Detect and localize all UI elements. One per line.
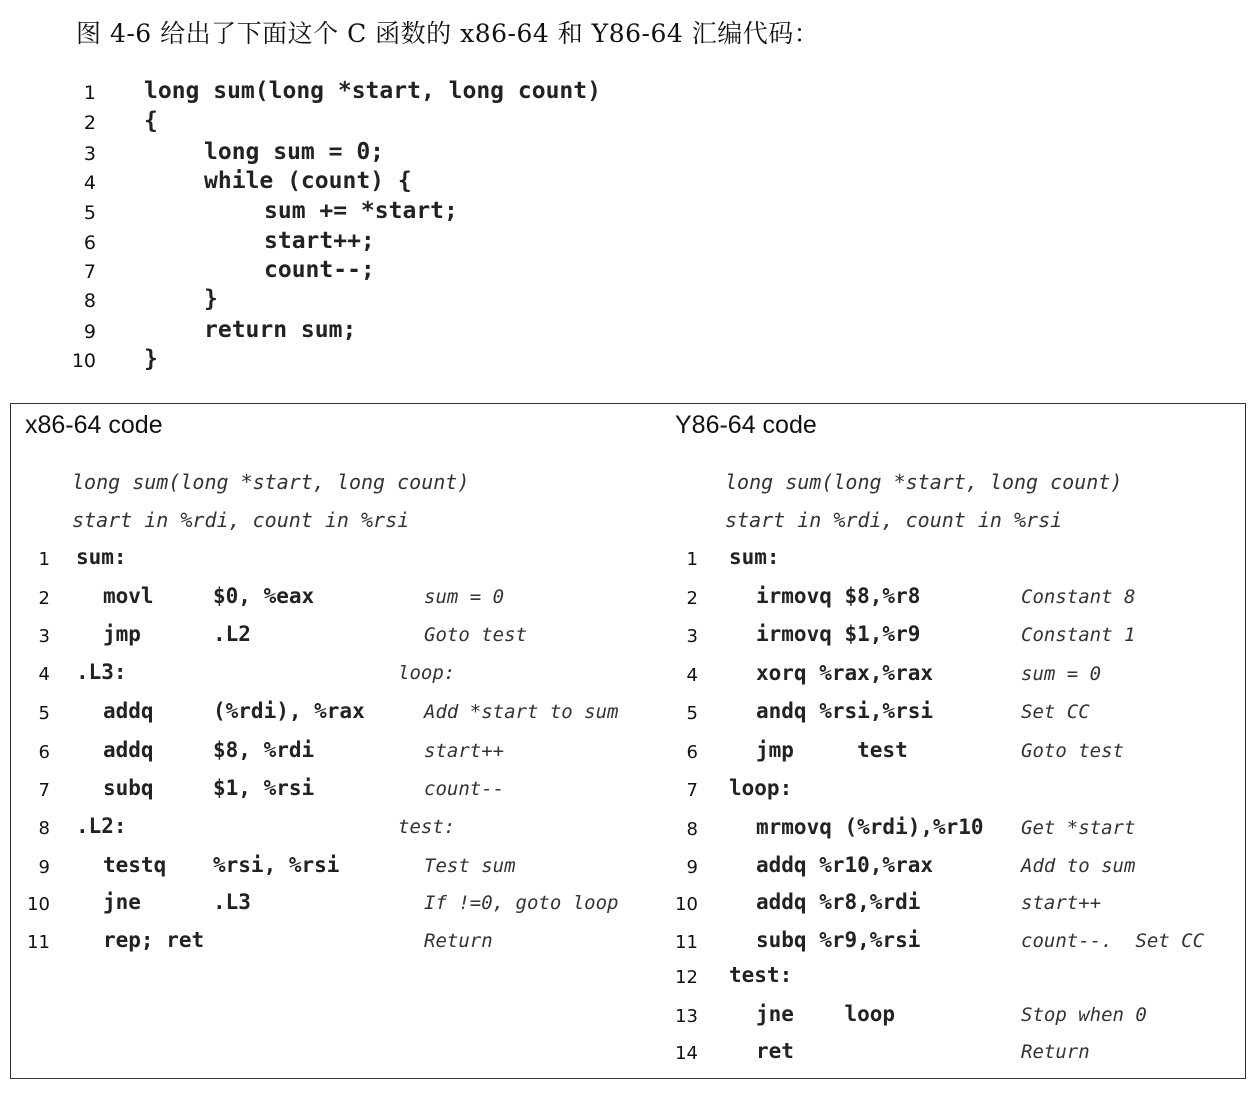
code-text: count--;: [264, 257, 375, 283]
line-number: 9: [83, 321, 96, 343]
asm-opcode: subq: [103, 776, 154, 800]
line-number: 10: [27, 894, 50, 915]
code-text: return sum;: [204, 317, 357, 343]
line-number: 14: [675, 1043, 698, 1064]
line-number: 3: [83, 143, 96, 165]
line-number: 4: [83, 172, 96, 194]
asm-comment: Constant 8: [1021, 586, 1136, 608]
asm-instruction: andq %rsi,%rsi: [756, 699, 934, 723]
line-number: 8: [83, 290, 96, 312]
asm-comment: loop:: [398, 662, 456, 684]
line-number: 6: [686, 742, 698, 763]
code-text: start++;: [264, 228, 375, 254]
code-text: }: [204, 286, 218, 312]
line-number: 7: [686, 780, 698, 801]
asm-operands: %rsi, %rsi: [213, 853, 340, 877]
asm-comment: Set CC: [1021, 701, 1090, 723]
asm-instruction: irmovq $8,%r8: [756, 584, 921, 608]
asm-comment: Return: [424, 930, 493, 952]
asm-comment: Get *start: [1021, 817, 1136, 839]
line-number: 2: [38, 588, 50, 609]
asm-label: test:: [729, 963, 793, 987]
line-number: 7: [38, 780, 50, 801]
asm-comment: sum = 0: [1021, 663, 1102, 685]
asm-comment: Add *start to sum: [424, 701, 619, 723]
line-number: 8: [38, 818, 50, 839]
line-number: 2: [686, 588, 698, 609]
asm-instruction: xorq %rax,%rax: [756, 661, 934, 685]
asm-instruction: jmp test: [756, 738, 908, 762]
asm-instruction: addq %r10,%rax: [756, 853, 934, 877]
asm-comment: count--. Set CC: [1021, 930, 1205, 952]
asm-comment: Return: [1021, 1041, 1090, 1063]
asm-operands: .L2: [213, 622, 251, 646]
line-number: 11: [27, 932, 50, 953]
line-number: 12: [675, 967, 698, 988]
line-number: 2: [83, 112, 96, 134]
asm-operands: $0, %eax: [213, 584, 315, 608]
y86-header-signature: long sum(long *start, long count): [725, 470, 1123, 494]
asm-instruction: jne loop: [756, 1002, 896, 1026]
code-text: }: [144, 346, 158, 372]
line-number: 3: [38, 626, 50, 647]
asm-comment: sum = 0: [424, 586, 505, 608]
asm-instruction: ret: [756, 1039, 794, 1063]
line-number: 1: [83, 82, 96, 104]
x86-header-registers: start in %rdi, count in %rsi: [72, 508, 410, 532]
asm-comment: If !=0, goto loop: [424, 892, 619, 914]
code-text: sum += *start;: [264, 198, 458, 224]
line-number: 10: [675, 894, 698, 915]
line-number: 4: [686, 665, 698, 686]
asm-comment: count--: [424, 778, 505, 800]
asm-label: loop:: [729, 776, 793, 800]
line-number: 3: [686, 626, 698, 647]
line-number: 1: [38, 549, 50, 570]
line-number: 5: [686, 703, 698, 724]
code-text: long sum(long *start, long count): [144, 78, 601, 104]
asm-opcode: rep; ret: [103, 928, 205, 952]
line-number: 4: [38, 664, 50, 685]
asm-instruction: irmovq $1,%r9: [756, 622, 921, 646]
asm-label: .L2:: [76, 814, 127, 838]
line-number: 10: [71, 350, 96, 372]
line-number: 5: [38, 703, 50, 724]
asm-operands: .L3: [213, 890, 251, 914]
asm-comment: start++: [1021, 892, 1102, 914]
asm-label: sum:: [76, 545, 127, 569]
line-number: 6: [83, 232, 96, 254]
line-number: 13: [675, 1006, 698, 1027]
asm-opcode: jne: [103, 890, 141, 914]
code-text: {: [144, 108, 158, 134]
line-number: 11: [675, 932, 698, 953]
intro-text: 图 4-6 给出了下面这个 C 函数的 x86-64 和 Y86-64 汇编代码：: [76, 19, 820, 48]
asm-instruction: mrmovq (%rdi),%r10: [756, 815, 984, 839]
asm-comment: Constant 1: [1021, 624, 1136, 646]
asm-opcode: addq: [103, 699, 154, 723]
code-text: while (count) {: [204, 168, 412, 194]
asm-opcode: addq: [103, 738, 154, 762]
line-number: 1: [686, 549, 698, 570]
asm-operands: (%rdi), %rax: [213, 699, 365, 723]
x86-header-signature: long sum(long *start, long count): [72, 470, 470, 494]
asm-comment: Stop when 0: [1021, 1004, 1147, 1026]
y86-title: Y86-64 code: [675, 411, 817, 439]
line-number: 5: [83, 202, 96, 224]
asm-operands: $8, %rdi: [213, 738, 315, 762]
line-number: 6: [38, 742, 50, 763]
asm-instruction: addq %r8,%rdi: [756, 890, 921, 914]
line-number: 7: [83, 261, 96, 283]
asm-instruction: subq %r9,%rsi: [756, 928, 921, 952]
asm-operands: $1, %rsi: [213, 776, 315, 800]
asm-comment: Goto test: [424, 624, 527, 646]
asm-opcode: jmp: [103, 622, 141, 646]
asm-opcode: movl: [103, 584, 154, 608]
line-number: 9: [686, 857, 698, 878]
asm-comment: Add to sum: [1021, 855, 1136, 877]
y86-header-registers: start in %rdi, count in %rsi: [725, 508, 1063, 532]
asm-comment: Goto test: [1021, 740, 1124, 762]
asm-comment: Test sum: [424, 855, 516, 877]
asm-label: sum:: [729, 545, 780, 569]
code-text: long sum = 0;: [204, 139, 385, 165]
line-number: 8: [686, 819, 698, 840]
line-number: 9: [38, 857, 50, 878]
asm-label: .L3:: [76, 660, 127, 684]
asm-opcode: testq: [103, 853, 167, 877]
asm-comment: start++: [424, 740, 505, 762]
asm-comment: test:: [398, 816, 456, 838]
x86-title: x86-64 code: [25, 411, 163, 439]
